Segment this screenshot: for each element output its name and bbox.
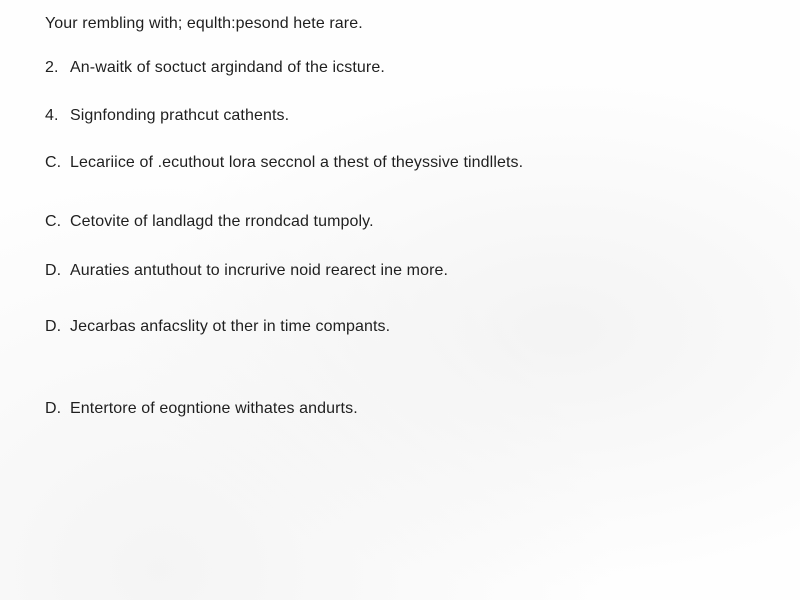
list-item-text: An-waitk of soctuct argindand of the icsture.: [70, 59, 385, 76]
list-item: [45, 318, 390, 336]
list-item: [45, 59, 385, 77]
list-item-text: Entertore of eogntione withates andurts.: [70, 400, 358, 417]
list-item: [45, 262, 448, 280]
list-item: [45, 213, 374, 231]
list-marker: D.: [45, 262, 62, 279]
list-item: [45, 400, 358, 418]
intro-text: Your rembling with; equlth:pesond hete rare.: [45, 15, 363, 32]
list-marker: 4.: [45, 107, 59, 124]
list-item-text: Jecarbas anfacslity ot ther in time compants.: [70, 318, 391, 335]
list-item-text: Auraties antuthout to incrurive noid rearect ine more.: [70, 262, 449, 279]
list-item-text: Signfonding prathcut cathents.: [70, 107, 290, 124]
list-item: [45, 107, 289, 125]
list-item-text: Lecariice of .ecuthout lora seccnol a thest of theyssive tindllets.: [70, 154, 524, 171]
list-marker: C.: [45, 213, 62, 230]
list-marker: D.: [45, 318, 62, 335]
list-marker: D.: [45, 400, 62, 417]
list-item-text: Cetovite of landlagd the rrondcad tumpoly.: [70, 213, 374, 230]
list-item: [45, 154, 523, 172]
list-marker: C.: [45, 154, 62, 171]
list-marker: 2.: [45, 59, 59, 76]
